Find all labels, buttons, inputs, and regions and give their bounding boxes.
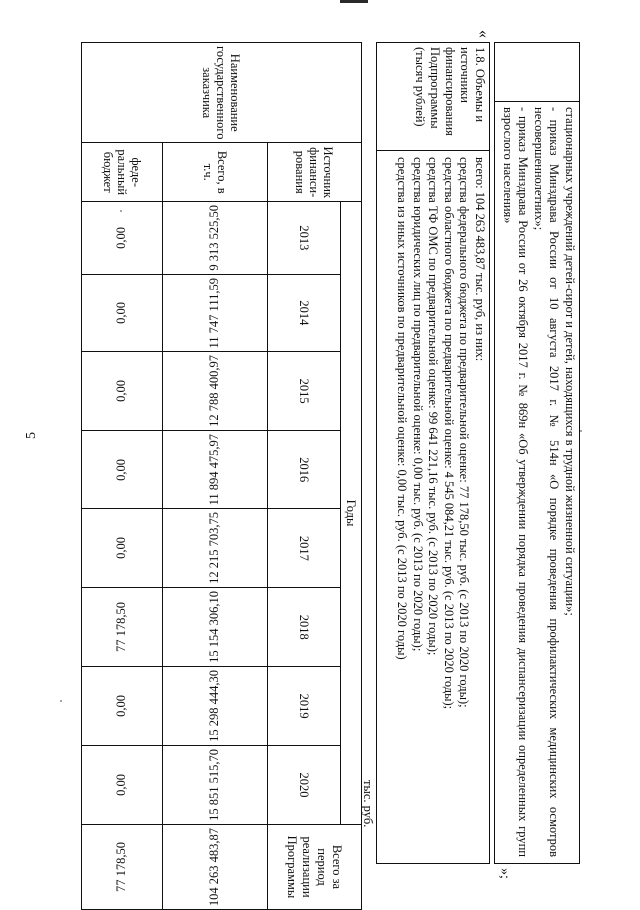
summary-line: всего: 104 263 483,87 тыс. руб, из них: bbox=[473, 157, 487, 362]
financing-section bbox=[376, 42, 490, 864]
cell-value: 9 313 525,50 bbox=[207, 205, 222, 271]
summary-line: средства областного бюджета по предварительной оценке: 4 545 084,21 тыс. руб. (с 2013 по 2020 годы); bbox=[442, 157, 456, 710]
section-label: 1.8. Объемы и источники финансирования Подпрограммы (тысяч рублей) bbox=[377, 43, 489, 151]
row-source: феде-ральный бюджет bbox=[82, 143, 163, 202]
cell-total: 104 263 483,87 bbox=[207, 827, 222, 907]
cell-value: 11 894 475,97 bbox=[207, 434, 222, 506]
row-source: Всего, в т.ч. bbox=[163, 143, 268, 202]
year-2019: 2019 bbox=[268, 667, 341, 746]
cell-value: 0,00 bbox=[114, 458, 129, 481]
cell-total: 77 178,50 bbox=[114, 841, 129, 892]
customer-name-header: Наименование государственного заказчика bbox=[82, 43, 362, 143]
source-header: Источник финанси-рования bbox=[268, 143, 362, 202]
year-2014: 2014 bbox=[268, 274, 341, 351]
year-2013: 2013 bbox=[268, 202, 341, 275]
summary-line: средства из иных источников по предварительной оценке: 0,00 тыс. руб. (с 2013 по 2020 годы) bbox=[395, 157, 410, 660]
top-line: - приказ Минздрава России от 10 августа 2017 г. № 514н «О порядке проведения профилактических медицинских осмотров несовершеннолетних»; bbox=[532, 107, 562, 857]
cell-value: 11 747 111,59 bbox=[207, 277, 222, 349]
years-header: Годы bbox=[341, 202, 362, 825]
opening-quote: « bbox=[475, 30, 492, 38]
financing-table bbox=[81, 42, 362, 910]
cell-value: 77 178,50 bbox=[114, 602, 129, 653]
top-line: стационарных учреждений детей-сирот и детей, находящихся в трудной жизненной ситуации»; bbox=[563, 107, 577, 616]
cell-value: 12 215 703,75 bbox=[207, 512, 222, 585]
closing-quote: »; bbox=[497, 868, 512, 879]
cell-value: 15 298 444,30 bbox=[207, 670, 222, 743]
summary-line: средства юридических лиц по предварительной оценке: 0,00 тыс. руб. (с 2013 по 2020 годы); bbox=[411, 157, 425, 652]
top-block-empty-cell bbox=[495, 43, 579, 102]
total-header: Всего за период реализации Программы bbox=[268, 824, 362, 909]
cell-value: 0,00 bbox=[114, 380, 129, 402]
year-2017: 2017 bbox=[268, 509, 341, 588]
top-line: - приказ Минздрава России от 26 октября 2017 г. № 869н «Об утверждении порядка проведения диспансеризации определенных групп взрослого населения» bbox=[501, 107, 531, 857]
summary-line: средства ТФ ОМС по предварительной оценке: 99 641 221,16 тыс. руб. (с 2013 по 2020 годы); bbox=[426, 157, 441, 656]
financing-summary bbox=[394, 157, 487, 857]
page-number: 5 bbox=[24, 432, 39, 439]
year-2016: 2016 bbox=[268, 431, 341, 509]
top-table-block bbox=[494, 42, 580, 864]
summary-line: средства федерального бюджета по предварительной оценке: 77 178,50 тыс. руб. (с 2013 по 2020 годы); bbox=[457, 157, 472, 708]
cell-value: 0,00 bbox=[114, 774, 129, 796]
cell-value: 0,00 bbox=[114, 537, 129, 560]
cell-value: 15 851 515,70 bbox=[207, 749, 222, 821]
cell-value: 0,00 bbox=[114, 226, 129, 249]
year-2018: 2018 bbox=[268, 588, 341, 667]
year-2015: 2015 bbox=[268, 352, 341, 431]
units-label: тыс. руб. bbox=[361, 780, 375, 828]
cell-value: 12 788 400,97 bbox=[207, 355, 222, 427]
table-row-total bbox=[163, 43, 268, 910]
cell-value: 0,00 bbox=[114, 695, 129, 718]
top-block-text bbox=[500, 107, 578, 857]
table-row-federal bbox=[82, 43, 163, 910]
year-2020: 2020 bbox=[268, 746, 341, 825]
cell-value: 0,00 bbox=[114, 301, 129, 324]
cell-value: 15 154 306,10 bbox=[207, 591, 222, 664]
